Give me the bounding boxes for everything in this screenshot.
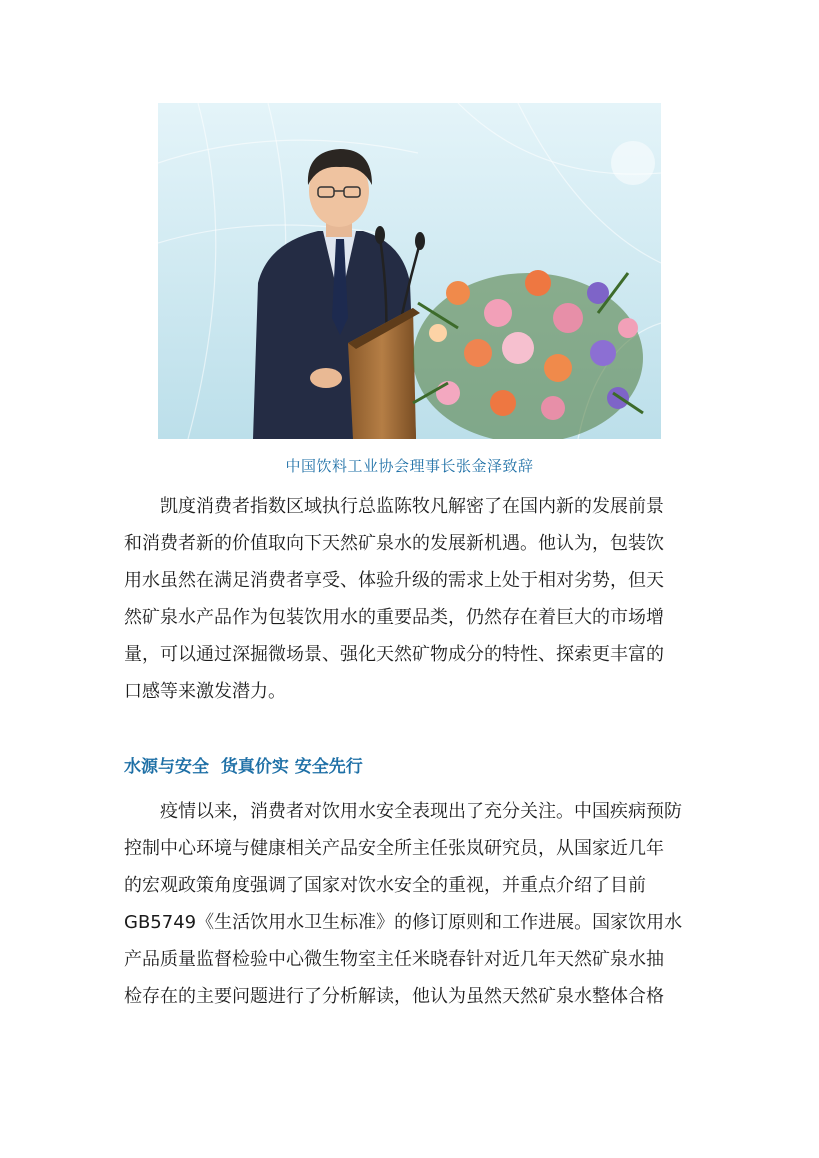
paragraph-line: 量，可以通过深掘微场景、强化天然矿物成分的特性、探索更丰富的 bbox=[124, 644, 664, 665]
paragraph-line: 产品质量监督检验中心微生物室主任米晓春针对近几年天然矿泉水抽 bbox=[124, 949, 664, 970]
photo-caption: 中国饮料工业协会理事长张金泽致辞 bbox=[285, 457, 534, 475]
paragraph-line: 凯度消费者指数区域执行总监陈牧凡解密了在国内新的发展前景 bbox=[160, 496, 664, 517]
paragraph-line: 和消费者新的价值取向下天然矿泉水的发展新机遇。他认为，包装饮 bbox=[124, 533, 664, 554]
paragraph-line: GB5749《生活饮用水卫生标准》的修订原则和工作进展。国家饮用水 bbox=[124, 912, 683, 933]
paragraph-2 bbox=[124, 793, 699, 1015]
paragraph-line: 控制中心环境与健康相关产品安全所主任张岚研究员，从国家近几年 bbox=[124, 838, 664, 859]
paragraph-line: 口感等来激发潜力。 bbox=[124, 681, 286, 702]
section-heading: 水源与安全 货真价实 安全先行 bbox=[124, 757, 363, 777]
paragraph-line: 然矿泉水产品作为包装饮用水的重要品类，仍然存在着巨大的市场增 bbox=[124, 607, 664, 628]
paragraph-line: 疫情以来，消费者对饮用水安全表现出了充分关注。中国疾病预防 bbox=[160, 801, 682, 822]
speaker-illustration bbox=[158, 103, 661, 439]
paragraph-1 bbox=[124, 488, 699, 710]
speaker-photo bbox=[158, 103, 661, 439]
paragraph-line: 用水虽然在满足消费者享受、体验升级的需求上处于相对劣势，但天 bbox=[124, 570, 664, 591]
paragraph-line: 的宏观政策角度强调了国家对饮水安全的重视，并重点介绍了目前 bbox=[124, 875, 646, 896]
paragraph-line: 检存在的主要问题进行了分析解读，他认为虽然天然矿泉水整体合格 bbox=[124, 986, 664, 1007]
